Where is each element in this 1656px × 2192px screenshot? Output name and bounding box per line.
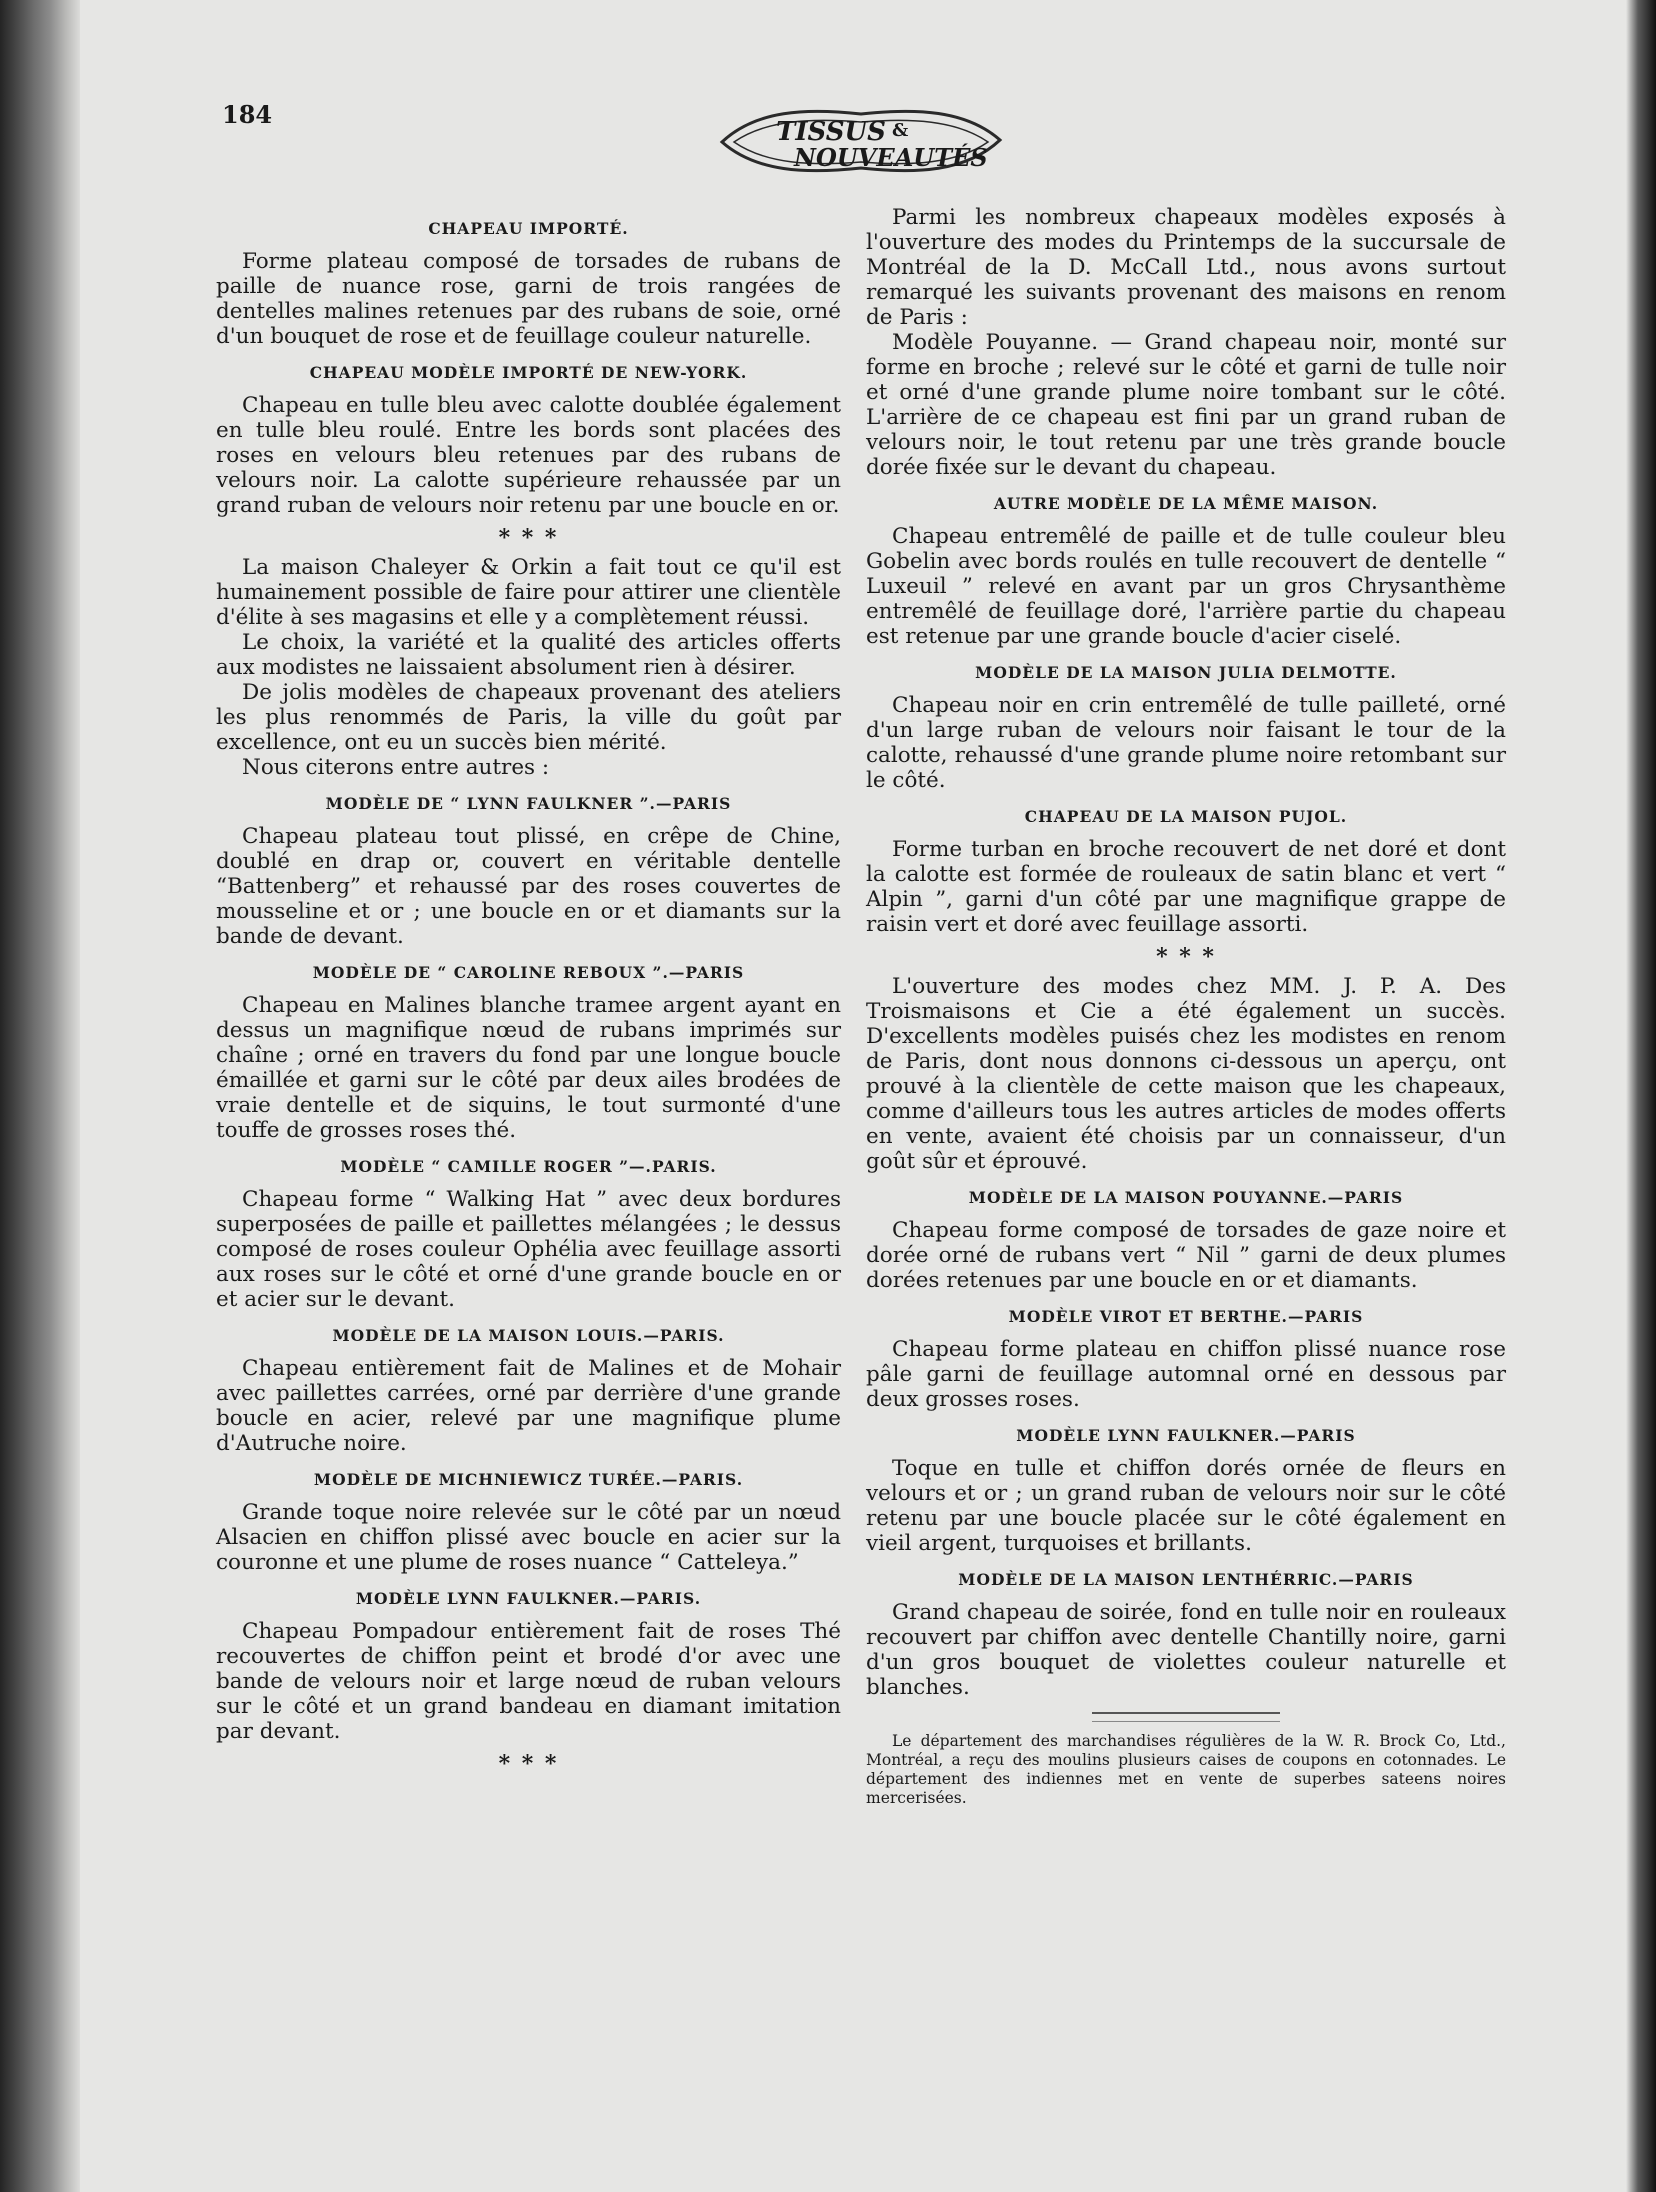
page-edge-shadow xyxy=(1626,0,1656,2192)
footnote-rule xyxy=(1092,1712,1280,1722)
right-column xyxy=(866,205,1506,1808)
body-paragraph: Chapeau entièrement fait de Malines et de Mohair avec paillettes carrées, orné par derrière d'une grande boucle en acier, relevé par une magnifique plume d'Autruche noire. xyxy=(216,1356,841,1456)
svg-text:TISSUS: TISSUS xyxy=(776,117,886,147)
article-section xyxy=(866,1426,1506,1556)
section-heading: MODÈLE VIROT ET BERTHE.—PARIS xyxy=(1008,1307,1364,1326)
article-section xyxy=(216,363,841,518)
body-paragraph: Forme turban en broche recouvert de net doré et dont la calotte est formée de rouleaux de satin blanc et vert “ Alpin ”, garni d'un côté par une magnifique grappe de raisin vert et doré avec feuillage assorti. xyxy=(866,837,1506,937)
article-section xyxy=(216,1157,841,1312)
section-heading: MODÈLE LYNN FAULKNER.—PARIS xyxy=(1016,1426,1356,1445)
body-paragraph: Chapeau noir en crin entremêlé de tulle pailleté, orné d'un large ruban de velours noir faisant le tour de la calotte, rehaussé d'une grande plume noire retombant sur le côté. xyxy=(866,693,1506,793)
section-heading: CHAPEAU DE LA MAISON PUJOL. xyxy=(1024,807,1348,826)
svg-text:NOUVEAUTÉS: NOUVEAUTÉS xyxy=(794,143,988,172)
section-heading: MODÈLE DE LA MAISON JULIA DELMOTTE. xyxy=(975,663,1397,682)
section-heading: MODÈLE DE LA MAISON POUYANNE.—PARIS xyxy=(968,1188,1404,1207)
article-section xyxy=(866,1188,1506,1293)
article-section xyxy=(866,974,1506,1174)
article-section xyxy=(216,219,841,349)
section-heading: AUTRE MODÈLE DE LA MÊME MAISON. xyxy=(993,494,1379,513)
article-section xyxy=(216,794,841,949)
body-paragraph: Toque en tulle et chiffon dorés ornée de fleurs en velours et or ; un grand ruban de velours noir sur le côté retenu par une boucle placée sur le côté également en vieil argent, turquoises et brillants. xyxy=(866,1456,1506,1556)
left-column xyxy=(216,205,841,1781)
masthead-logo xyxy=(716,100,1006,182)
section-heading: MODÈLE LYNN FAULKNER.—PARIS. xyxy=(355,1589,702,1608)
section-heading: MODÈLE DE MICHNIEWICZ TURÉE.—PARIS. xyxy=(313,1470,744,1489)
body-paragraph: Chapeau entremêlé de paille et de tulle couleur bleu Gobelin avec bords roulés en tulle recouvert de dentelle “ Luxeuil ” relevé en avant par un gros Chrysanthème entremêlé de feuillage doré, l'arrière partie du chapeau est retenue par une grande boucle d'acier ciselé. xyxy=(866,524,1506,649)
article-section xyxy=(216,1752,841,1777)
footnote-text: Le département des marchandises régulières de la W. R. Brock Co, Ltd., Montréal, a reçu des moulins plusieurs caises de coupons en cotonnades. Le département des indiennes met en vente de superbes sateens noires mercerisées. xyxy=(866,1732,1506,1807)
body-paragraph: Chapeau forme composé de torsades de gaze noire et dorée orné de rubans vert “ Nil ” garni de deux plumes dorées retenues par une boucle en or et diamants. xyxy=(866,1218,1506,1293)
body-paragraph: Chapeau forme “ Walking Hat ” avec deux bordures superposées de paille et paillettes mélangées ; le dessus composé de roses couleur Ophélia avec feuillage assorti aux roses sur le côté et orné d'une grande boucle en or et acier sur le devant. xyxy=(216,1187,841,1312)
body-paragraph: Chapeau en tulle bleu avec calotte doublée également en tulle bleu roulé. Entre les bords sont placées des roses en velours bleu retenues par des rubans de velours noir. La calotte supérieure rehaussée par un grand ruban de velours noir retenu par une boucle en or. xyxy=(216,393,841,518)
body-paragraph: Chapeau Pompadour entièrement fait de roses Thé recouvertes de chiffon peint et brodé d'or avec une bande de velours noir et large nœud de ruban velours sur le côté et un grand bandeau en diamant imitation par devant. xyxy=(216,1619,841,1744)
article-section xyxy=(866,205,1506,480)
article-section xyxy=(866,945,1506,970)
body-paragraph: Grande toque noire relevée sur le côté par un nœud Alsacien en chiffon plissé avec boucle en acier sur la couronne et une plume de roses nuance “ Catteleya.” xyxy=(216,1500,841,1575)
article-section xyxy=(216,1326,841,1456)
article-section xyxy=(216,1589,841,1744)
article-section xyxy=(866,807,1506,937)
body-paragraph: De jolis modèles de chapeaux provenant des ateliers les plus renommés de Paris, la ville du goût par excellence, ont eu un succès bien mérité. xyxy=(216,680,841,755)
book-binding-shadow xyxy=(0,0,80,2192)
asterism-separator: * * * xyxy=(1156,944,1216,970)
article-section xyxy=(216,526,841,551)
section-heading: CHAPEAU IMPORTÉ. xyxy=(428,219,629,238)
article-section xyxy=(216,555,841,780)
page-number: 184 xyxy=(222,100,273,129)
article-section xyxy=(216,1470,841,1575)
body-paragraph: Forme plateau composé de torsades de rubans de paille de nuance rose, garni de trois rangées de dentelles malines retenues par des rubans de soie, orné d'un bouquet de rose et de feuillage couleur naturelle. xyxy=(216,249,841,349)
body-paragraph: Parmi les nombreux chapeaux modèles exposés à l'ouverture des modes du Printemps de la succursale de Montréal de la D. McCall Ltd., nous avons surtout remarqué les suivants provenant des maisons en renom de Paris : xyxy=(866,205,1506,330)
body-paragraph: La maison Chaleyer & Orkin a fait tout ce qu'il est humainement possible de faire pour attirer une clientèle d'élite à ses magasins et elle y a complètement réussi. xyxy=(216,555,841,630)
asterism-separator: * * * xyxy=(498,525,559,551)
body-paragraph: Modèle Pouyanne. — Grand chapeau noir, monté sur forme en broche ; relevé sur le côté et garni de tulle noir et orné d'une grande plume noire tombant sur le côté. L'arrière de ce chapeau est fini par un grand ruban de velours noir, le tout retenu par une très grande boucle dorée fixée sur le devant du chapeau. xyxy=(866,330,1506,480)
article-section xyxy=(866,1570,1506,1700)
section-heading: MODÈLE DE “ CAROLINE REBOUX ”.—PARIS xyxy=(312,963,745,982)
body-paragraph: Grand chapeau de soirée, fond en tulle noir en rouleaux recouvert par chiffon avec dentelle Chantilly noire, garni d'un gros bouquet de violettes couleur naturelle et blanches. xyxy=(866,1600,1506,1700)
body-paragraph: L'ouverture des modes chez MM. J. P. A. Des Troismaisons et Cie a été également un succès. D'excellents modèles puisés chez les modistes en renom de Paris, dont nous donnons ci-dessous un aperçu, ont prouvé à la clientèle de cette maison que les chapeaux, comme d'ailleurs tous les autres articles de modes offerts en vente, avaient été choisis par un connaisseur, d'un goût sûr et éprouvé. xyxy=(866,974,1506,1174)
body-paragraph: Chapeau forme plateau en chiffon plissé nuance rose pâle garni de feuillage automnal orné en dessous par deux grosses roses. xyxy=(866,1337,1506,1412)
body-paragraph: Chapeau plateau tout plissé, en crêpe de Chine, doublé en drap or, couvert en véritable dentelle “Battenberg” et rehaussé par des roses couvertes de mousseline et or ; une boucle en or et diamants sur la bande de devant. xyxy=(216,824,841,949)
section-heading: MODÈLE DE LA MAISON LENTHÉRRIC.—PARIS xyxy=(958,1570,1414,1589)
section-heading: MODÈLE DE LA MAISON LOUIS.—PARIS. xyxy=(332,1326,725,1345)
article-section xyxy=(866,1307,1506,1412)
article-section xyxy=(866,494,1506,649)
asterism-separator: * * * xyxy=(498,1751,559,1777)
section-heading: MODÈLE “ CAMILLE ROGER ”—.PARIS. xyxy=(340,1157,717,1176)
article-section xyxy=(866,663,1506,793)
section-heading: CHAPEAU MODÈLE IMPORTÉ DE NEW-YORK. xyxy=(309,363,748,382)
article-section xyxy=(216,963,841,1143)
section-heading: MODÈLE DE “ LYNN FAULKNER ”.—PARIS xyxy=(325,794,732,813)
body-paragraph: Le choix, la variété et la qualité des articles offerts aux modistes ne laissaient absolument rien à désirer. xyxy=(216,630,841,680)
body-paragraph: Nous citerons entre autres : xyxy=(242,755,550,780)
svg-text:&: & xyxy=(892,120,909,141)
body-paragraph: Chapeau en Malines blanche tramee argent ayant en dessus un magnifique nœud de rubans imprimés sur chaîne ; orné en travers du fond par une longue boucle émaillée et garni sur le côté par deux ailes brodées de vraie dentelle et de siquins, le tout surmonté d'une touffe de grosses roses thé. xyxy=(216,993,841,1143)
